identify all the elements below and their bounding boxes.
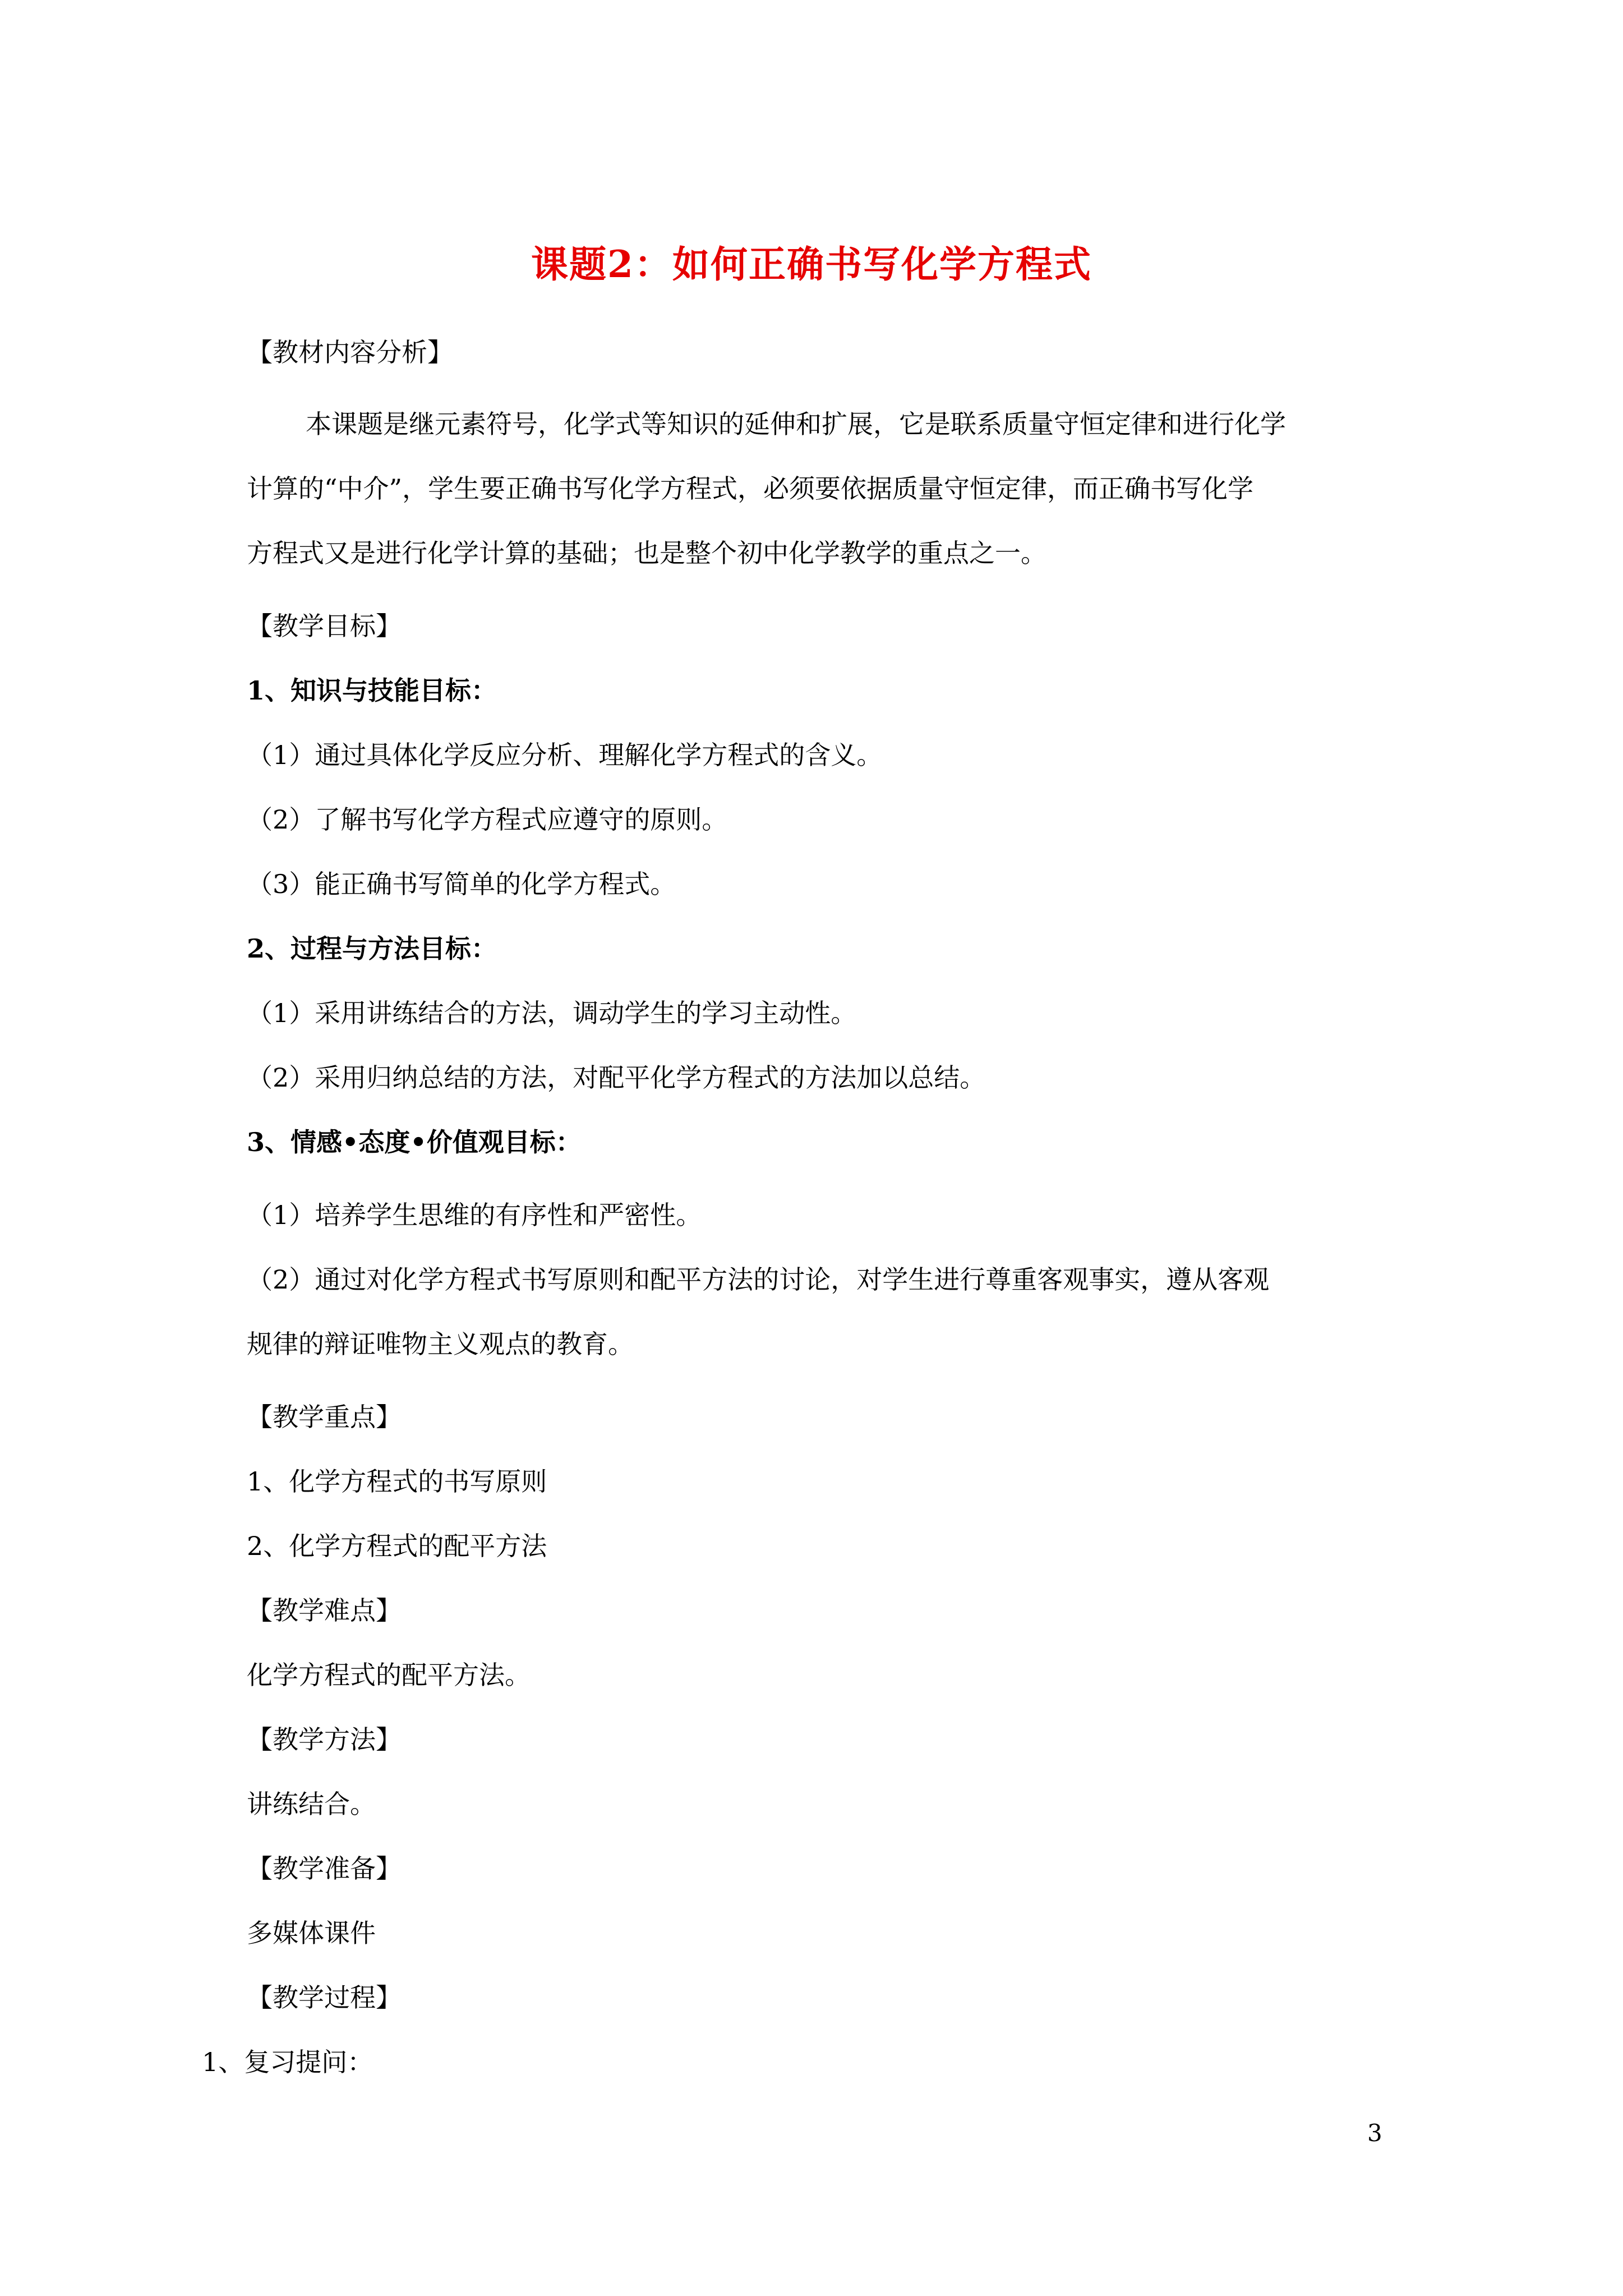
goals-heading: 【教学目标】 <box>247 611 402 641</box>
goal2-item-2: （2）采用归纳总结的方法，对配平化学方程式的方法加以总结。 <box>247 1062 986 1093</box>
goal3-title: 3、情感•态度•价值观目标： <box>247 1127 582 1157</box>
goal1-item-2: （2）了解书写化学方程式应遵守的原则。 <box>247 804 728 835</box>
process-heading: 【教学过程】 <box>247 1982 402 2013</box>
goal1-item-3: （3）能正确书写简单的化学方程式。 <box>247 869 676 899</box>
document-title: 课题2：如何正确书写化学方程式 <box>531 242 1092 286</box>
goal2-title: 2、过程与方法目标： <box>247 933 497 964</box>
page-number: 3 <box>1367 2119 1382 2147</box>
goal3-item-2-line-2: 规律的辩证唯物主义观点的教育。 <box>247 1329 634 1359</box>
method-text: 讲练结合。 <box>247 1789 376 1819</box>
goal1-item-1: （1）通过具体化学反应分析、理解化学方程式的含义。 <box>247 740 883 770</box>
goal2-item-1: （1）采用讲练结合的方法，调动学生的学习主动性。 <box>247 998 857 1028</box>
difficulty-heading: 【教学难点】 <box>247 1595 402 1626</box>
analysis-paragraph-line-1: 本课题是继元素符号，化学式等知识的延伸和扩展，它是联系质量守恒定律和进行化学 <box>306 409 1286 439</box>
process-item-1: 1、复习提问： <box>202 2047 374 2077</box>
analysis-paragraph-line-3: 方程式又是进行化学计算的基础；也是整个初中化学教学的重点之一。 <box>247 538 1046 568</box>
key-point-2: 2、化学方程式的配平方法 <box>247 1531 547 1561</box>
goal3-item-1: （1）培养学生思维的有序性和严密性。 <box>247 1200 702 1230</box>
goal1-title: 1、知识与技能目标： <box>247 675 497 706</box>
key-points-heading: 【教学重点】 <box>247 1402 402 1432</box>
analysis-heading: 【教材内容分析】 <box>247 337 453 367</box>
analysis-paragraph-line-2: 计算的“中介”，学生要正确书写化学方程式，必须要依据质量守恒定律，而正确书写化学 <box>247 473 1254 504</box>
method-heading: 【教学方法】 <box>247 1724 402 1755</box>
preparation-text: 多媒体课件 <box>247 1918 376 1948</box>
goal3-item-2-line-1: （2）通过对化学方程式书写原则和配平方法的讨论，对学生进行尊重客观事实，遵从客观 <box>247 1264 1270 1295</box>
difficulty-text: 化学方程式的配平方法。 <box>247 1660 531 1690</box>
key-point-1: 1、化学方程式的书写原则 <box>247 1466 547 1497</box>
preparation-heading: 【教学准备】 <box>247 1853 402 1884</box>
